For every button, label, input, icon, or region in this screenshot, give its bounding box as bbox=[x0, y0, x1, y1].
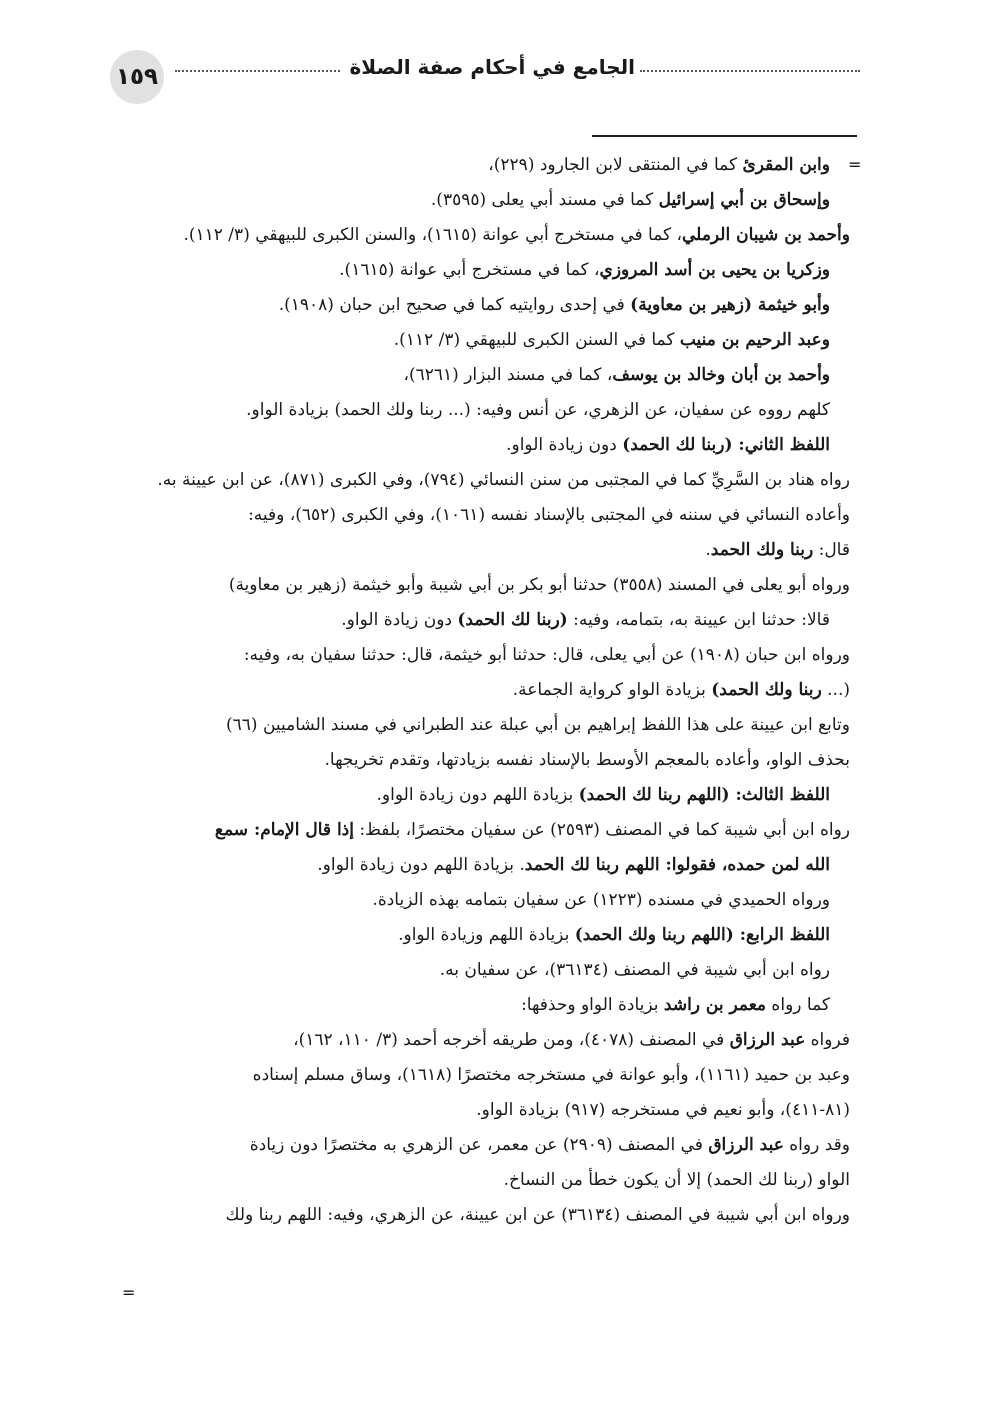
text-line bbox=[112, 638, 850, 673]
text-run: بزيادة اللهم دون زيادة الواو. bbox=[376, 785, 579, 805]
text-run: ورواه الحميدي في مسنده (١٢٢٣) عن سفيان بتمامه بهذه الزيادة. bbox=[372, 890, 830, 910]
text-run: ، كما في مسند البزار (٦٢٦١)، bbox=[403, 365, 613, 385]
text-run: فرواه bbox=[805, 1030, 850, 1050]
text-line bbox=[112, 1093, 850, 1128]
text-line bbox=[112, 778, 850, 813]
text-line bbox=[112, 1023, 850, 1058]
continuation-mark-start: = bbox=[848, 155, 862, 174]
text-line bbox=[112, 428, 850, 463]
bold-phrase: وإسحاق بن أبي إسرائيل bbox=[658, 190, 830, 210]
running-title: الجامع في أحكام صفة الصلاة bbox=[349, 55, 635, 79]
text-line bbox=[112, 988, 850, 1023]
text-line bbox=[112, 603, 850, 638]
text-run: ورواه ابن حبان (١٩٠٨) عن أبي يعلى، قال: حدثنا أبو خيثمة، قال: حدثنا سفيان به، وفيه: bbox=[243, 645, 850, 665]
text-run: وعبد بن حميد (١١٦١)، وأبو عوانة في مستخرجه مختصرًا (١٦١٨)، وساق مسلم إسناده bbox=[252, 1065, 850, 1085]
text-run: وتابع ابن عيينة على هذا اللفظ إبراهيم بن أبي عبلة عند الطبراني في مسند الشاميين (٦٦) bbox=[226, 715, 850, 735]
bold-phrase: اللفظ الرابع: (اللهم ربنا ولك الحمد) bbox=[574, 925, 830, 945]
text-line bbox=[112, 743, 850, 778]
bold-phrase: اللفظ الثالث: (اللهم ربنا لك الحمد) bbox=[578, 785, 830, 805]
bold-phrase: اللفظ الثاني: (ربنا لك الحمد) bbox=[622, 435, 830, 455]
text-run: . بزيادة اللهم دون زيادة الواو. bbox=[317, 855, 525, 875]
text-run: (... bbox=[821, 680, 850, 700]
text-run: في المصنف (٢٩٠٩) عن معمر، عن الزهري به مختصرًا دون زيادة bbox=[249, 1135, 709, 1155]
text-line bbox=[112, 1198, 850, 1233]
text-run: (٨١-٤١١)، وأبو نعيم في مستخرجه (٩١٧) بزيادة الواو. bbox=[476, 1100, 850, 1120]
text-run: رواه هناد بن السَّرِيِّ كما في المجتبى من سنن النسائي (٧٩٤)، وفي الكبرى (٨٧١)، عن ابن عيينة به. bbox=[157, 470, 850, 490]
bold-phrase: عبد الرزاق bbox=[729, 1030, 806, 1050]
footnote-separator bbox=[592, 135, 857, 137]
text-line bbox=[112, 218, 850, 253]
text-line bbox=[112, 813, 850, 848]
bold-phrase: ربنا ولك الحمد bbox=[710, 540, 814, 560]
page-number: ١٥٩ bbox=[110, 50, 164, 104]
text-run: قال: bbox=[813, 540, 850, 560]
text-run: دون زيادة الواو. bbox=[506, 435, 623, 455]
text-run: ، كما في مستخرج أبي عوانة (١٦١٥)، والسنن الكبرى للبيهقي (٣/ ١١٢). bbox=[183, 225, 683, 245]
text-line bbox=[112, 323, 850, 358]
text-line bbox=[112, 533, 850, 568]
text-run: كلهم رووه عن سفيان، عن الزهري، عن أنس وفيه: (... ربنا ولك الحمد) بزيادة الواو. bbox=[246, 400, 830, 420]
header-dotted-leader-right bbox=[640, 70, 860, 72]
text-run: ورواه ابن أبي شيبة في المصنف (٣٦١٣٤) عن ابن عيينة، عن الزهري، وفيه: اللهم ربنا ولك bbox=[225, 1205, 850, 1225]
bold-phrase: وزكريا بن يحيى بن أسد المروزي bbox=[599, 260, 830, 280]
text-line bbox=[112, 1163, 850, 1198]
bold-phrase: وأبو خيثمة (زهير بن معاوية) bbox=[630, 295, 830, 315]
text-run: ، كما في مستخرج أبي عوانة (١٦١٥). bbox=[339, 260, 600, 280]
text-line bbox=[112, 1128, 850, 1163]
text-line bbox=[112, 1058, 850, 1093]
text-line bbox=[112, 183, 850, 218]
text-run: في إحدى روايتيه كما في صحيح ابن حبان (١٩٠٨). bbox=[278, 295, 631, 315]
text-run: رواه ابن أبي شيبة في المصنف (٣٦١٣٤)، عن سفيان به. bbox=[439, 960, 830, 980]
continuation-mark-end: = bbox=[122, 1283, 136, 1302]
text-run: بزيادة الواو وحذفها: bbox=[521, 995, 664, 1015]
text-run: كما في السنن الكبرى للبيهقي (٣/ ١١٢). bbox=[393, 330, 680, 350]
footnote-body bbox=[112, 148, 850, 1233]
text-line bbox=[112, 288, 850, 323]
bold-phrase: (ربنا لك الحمد) bbox=[457, 610, 568, 630]
text-run: كما رواه bbox=[766, 995, 830, 1015]
text-line bbox=[112, 953, 850, 988]
text-run: بزيادة اللهم وزيادة الواو. bbox=[398, 925, 575, 945]
bold-phrase: وأحمد بن أبان وخالد بن يوسف bbox=[612, 365, 830, 385]
text-run: . bbox=[705, 540, 711, 560]
page-header bbox=[100, 40, 860, 110]
header-dotted-leader-left bbox=[175, 70, 340, 72]
text-run: الواو (ربنا لك الحمد) إلا أن يكون خطأ من النساخ. bbox=[503, 1170, 850, 1190]
bold-phrase: عبد الرزاق bbox=[708, 1135, 784, 1155]
bold-phrase: معمر بن راشد bbox=[663, 995, 767, 1015]
text-line bbox=[112, 148, 850, 183]
text-run: رواه ابن أبي شيبة كما في المصنف (٢٥٩٣) عن سفيان مختصرًا، بلفظ: bbox=[353, 820, 850, 840]
text-line bbox=[112, 883, 850, 918]
text-run: دون زيادة الواو. bbox=[341, 610, 458, 630]
bold-phrase: ربنا ولك الحمد) bbox=[711, 680, 822, 700]
text-line bbox=[112, 253, 850, 288]
bold-phrase: وابن المقرئ bbox=[742, 155, 830, 175]
text-run: في المصنف (٤٠٧٨)، ومن طريقه أخرجه أحمد (٣/ ١١٠، ١٦٢)، bbox=[293, 1030, 730, 1050]
text-run: بزيادة الواو كرواية الجماعة. bbox=[512, 680, 712, 700]
text-run: وأعاده النسائي في سننه في المجتبى بالإسناد نفسه (١٠٦١)، وفي الكبرى (٦٥٢)، وفيه: bbox=[248, 505, 850, 525]
text-line bbox=[112, 393, 850, 428]
text-line bbox=[112, 568, 850, 603]
text-line bbox=[112, 848, 850, 883]
text-line bbox=[112, 358, 850, 393]
text-run: وقد رواه bbox=[783, 1135, 850, 1155]
bold-phrase: إذا قال الإمام: سمع bbox=[214, 820, 354, 840]
text-run: بحذف الواو، وأعاده بالمعجم الأوسط بالإسناد نفسه بزيادتها، وتقدم تخريجها. bbox=[324, 750, 850, 770]
text-line bbox=[112, 498, 850, 533]
text-line bbox=[112, 918, 850, 953]
text-line bbox=[112, 673, 850, 708]
text-run: قالا: حدثنا ابن عيينة به، بتمامه، وفيه: bbox=[567, 610, 830, 630]
text-line bbox=[112, 708, 850, 743]
text-line bbox=[112, 463, 850, 498]
bold-phrase: وأحمد بن شيبان الرملي bbox=[682, 225, 850, 245]
text-run: كما في مسند أبي يعلى (٣٥٩٥). bbox=[430, 190, 659, 210]
text-run: كما في المنتقى لابن الجارود (٢٢٩)، bbox=[488, 155, 743, 175]
bold-phrase: وعبد الرحيم بن منيب bbox=[679, 330, 830, 350]
text-run: ورواه أبو يعلى في المسند (٣٥٥٨) حدثنا أبو بكر بن أبي شيبة وأبو خيثمة (زهير بن معاوية) bbox=[228, 575, 850, 595]
bold-phrase: الله لمن حمده، فقولوا: اللهم ربنا لك الحمد bbox=[524, 855, 830, 875]
